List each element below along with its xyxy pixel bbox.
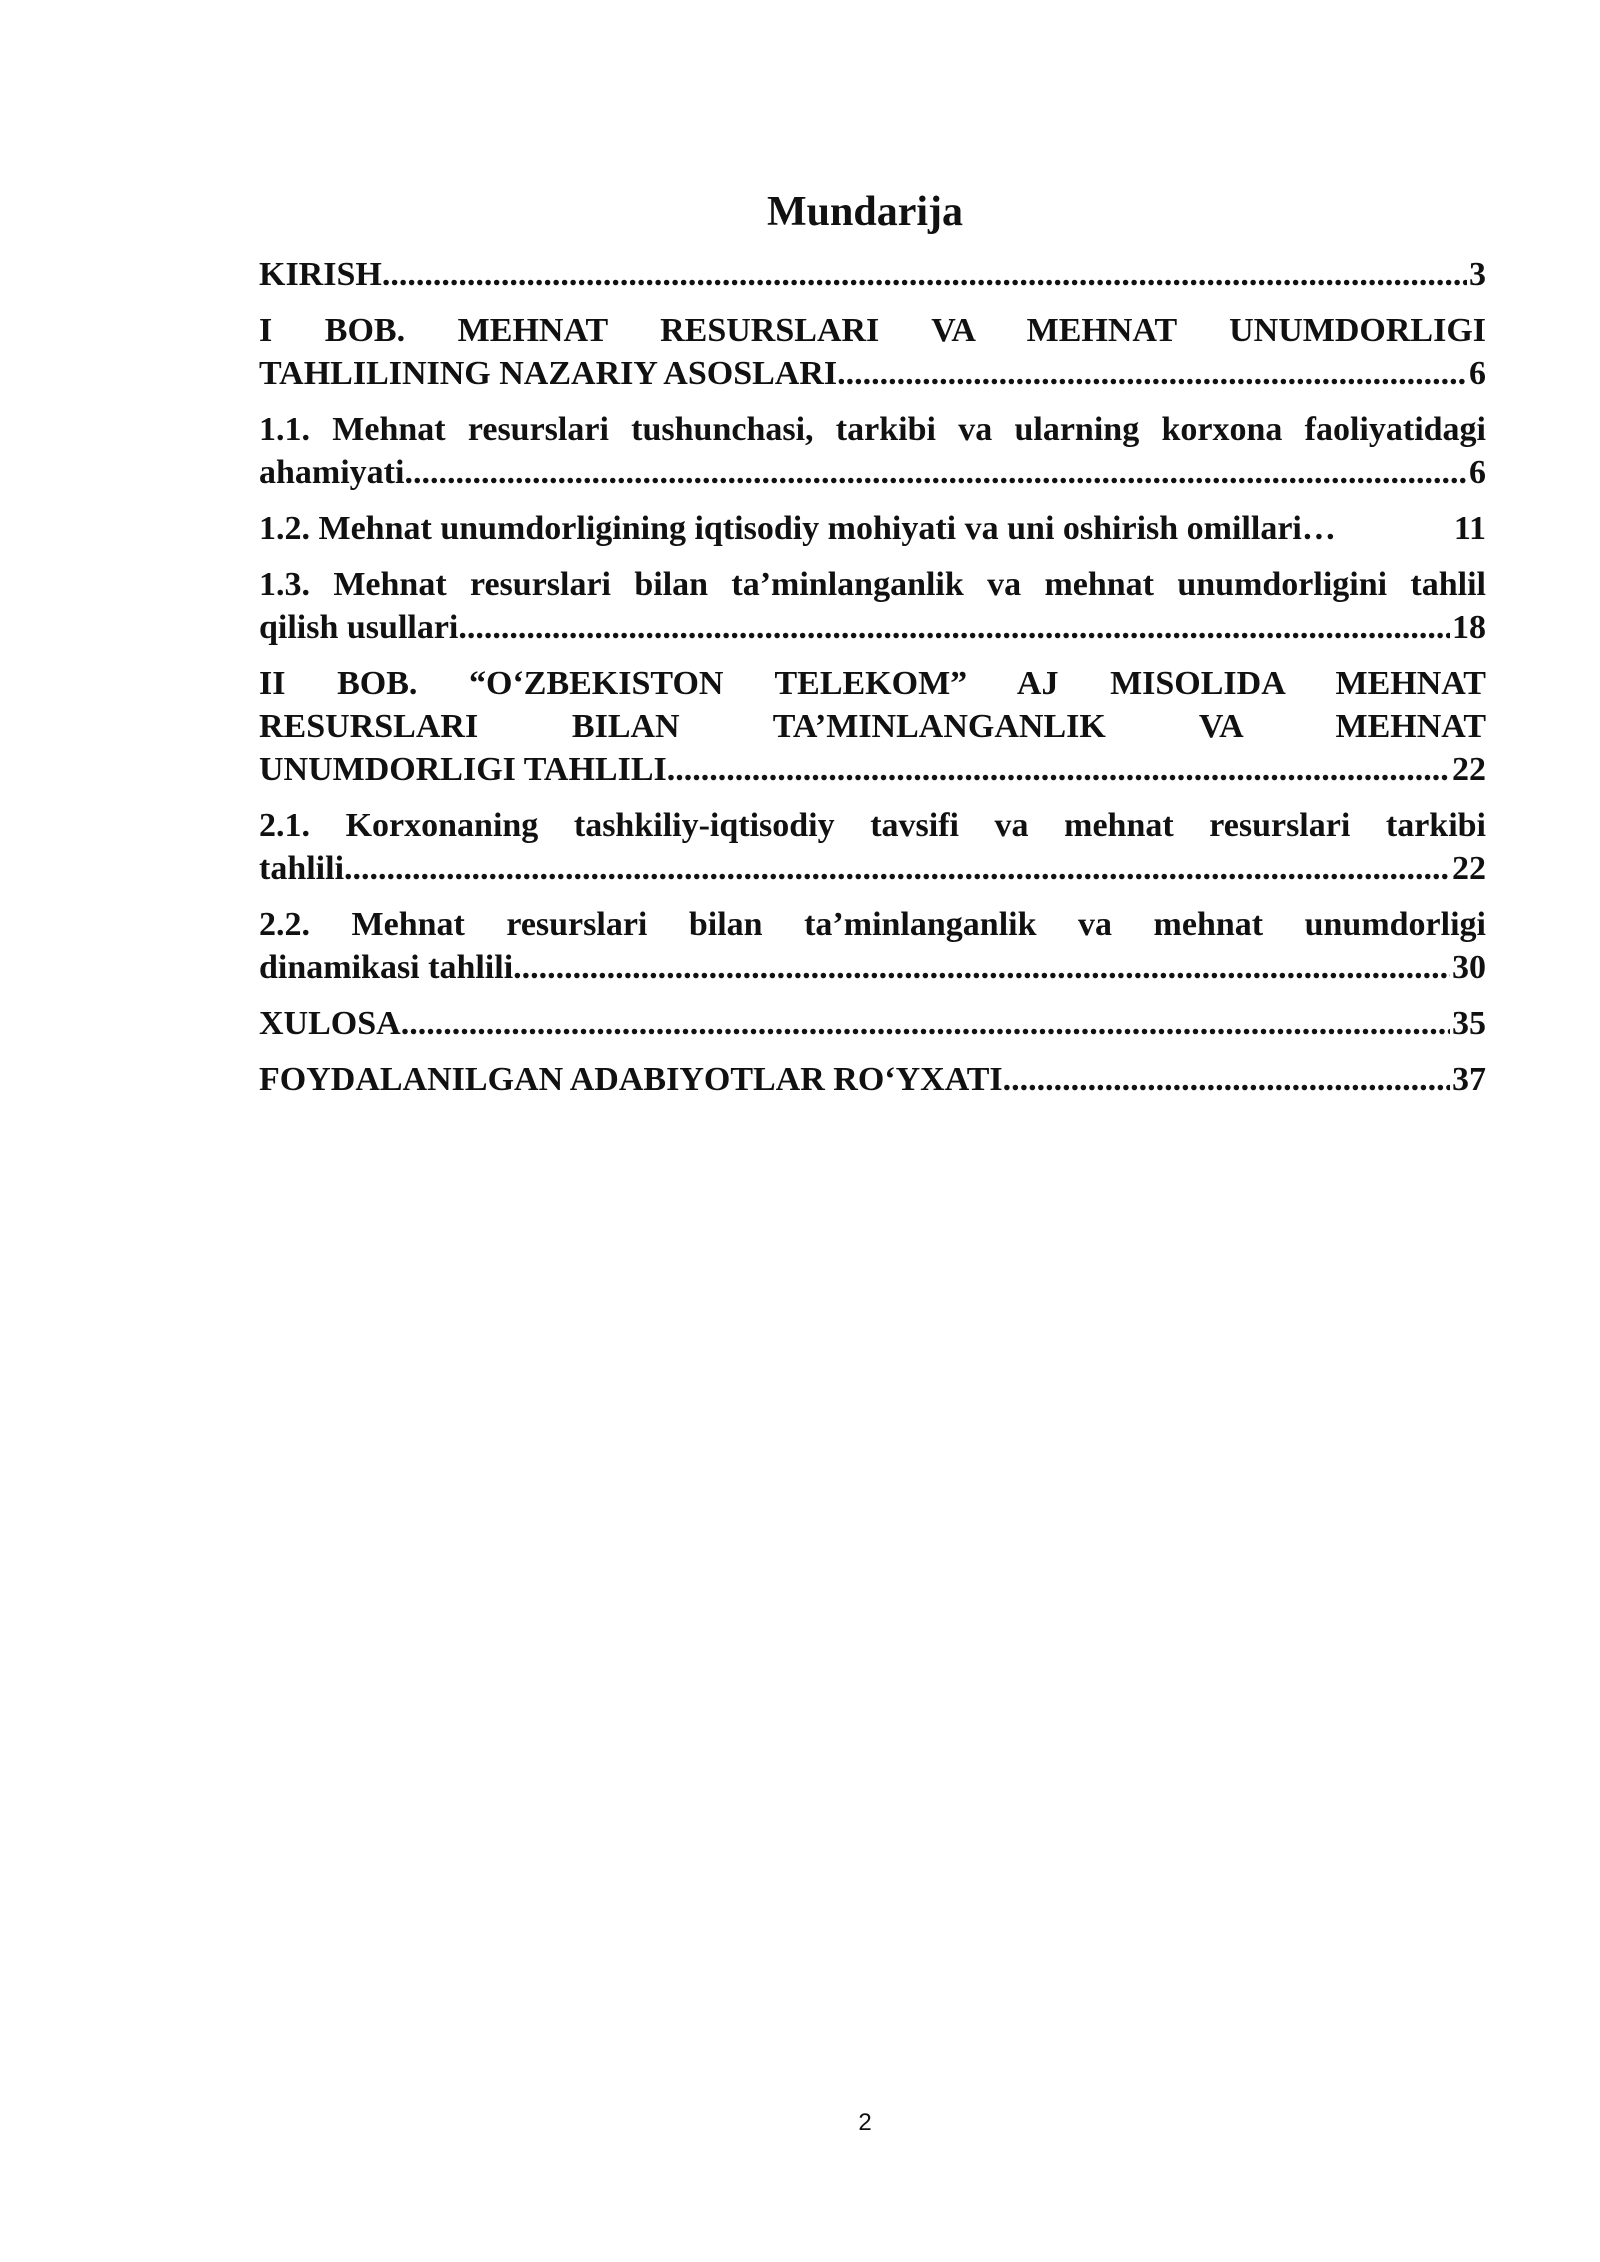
toc-page-number: 11 xyxy=(1453,510,1486,547)
toc-title: Mundarija xyxy=(766,189,963,235)
toc-entry-title: TAHLILINING NAZARIY ASOSLARI xyxy=(259,355,838,392)
toc-entry-chapter-1[interactable] xyxy=(259,309,1486,395)
toc-entry-section-1-3[interactable] xyxy=(259,563,1486,649)
toc-page-number: 22 xyxy=(1452,850,1486,887)
toc-entry-kirish[interactable] xyxy=(259,253,1486,296)
toc-page-number: 18 xyxy=(1452,609,1486,646)
dot-leader xyxy=(344,847,1450,890)
toc-page-number: 22 xyxy=(1452,751,1486,788)
dot-leader xyxy=(382,253,1467,296)
toc-page-number: 3 xyxy=(1469,256,1486,293)
toc-entry-title: dinamikasi tahlili xyxy=(259,949,514,986)
toc-entry-section-1-1[interactable] xyxy=(259,408,1486,494)
toc-entry-title: KIRISH xyxy=(259,256,382,293)
toc-entry-xulosa[interactable] xyxy=(259,1002,1486,1045)
toc-entry-title-line: 2.2. Mehnat resurslari bilan ta’minlanganlik va mehnat unumdorligi xyxy=(259,906,1486,943)
toc-entry-chapter-2[interactable] xyxy=(259,662,1486,791)
toc-entry-title: ahamiyati xyxy=(259,454,405,491)
toc-page-number: 30 xyxy=(1452,949,1486,986)
page-number: 2 xyxy=(858,2109,872,2136)
toc-entry-title: tahlili xyxy=(259,850,345,887)
dot-leader xyxy=(1003,1058,1450,1101)
dot-leader xyxy=(513,946,1450,989)
toc-page-number: 6 xyxy=(1469,355,1486,392)
toc-page-number: 37 xyxy=(1452,1061,1486,1098)
toc-entry-title: 1.2. Mehnat unumdorligining iqtisodiy mohiyati va uni oshirish omillari… xyxy=(259,510,1336,547)
toc-entry-title-line: 1.1. Mehnat resurslari tushunchasi, tarkibi va ularning korxona faoliyatidagi xyxy=(259,411,1486,448)
toc-entry-section-2-2[interactable] xyxy=(259,903,1486,989)
toc-entry-title-line: 1.3. Mehnat resurslari bilan ta’minlanganlik va mehnat unumdorligini tahlil xyxy=(259,566,1486,603)
toc-entry-title-line: I BOB. MEHNAT RESURSLARI VA MEHNAT UNUMDORLIGI xyxy=(259,312,1486,349)
table-of-contents xyxy=(259,253,1486,1114)
toc-page-number: 35 xyxy=(1452,1005,1486,1042)
toc-entry-title-line: 2.1. Korxonaning tashkiliy-iqtisodiy tavsifi va mehnat resurslari tarkibi xyxy=(259,807,1486,844)
toc-entry-title: UNUMDORLIGI TAHLILI xyxy=(259,751,667,788)
toc-entry-title: FOYDALANILGAN ADABIYOTLAR RO‘YXATI xyxy=(259,1061,1003,1098)
dot-leader xyxy=(401,1002,1450,1045)
toc-entry-title-line: II BOB. “O‘ZBEKISTON TELEKOM” AJ MISOLIDA MEHNAT xyxy=(259,665,1486,702)
dot-leader xyxy=(458,606,1450,649)
toc-entry-references[interactable] xyxy=(259,1058,1486,1101)
dot-leader xyxy=(837,352,1467,395)
toc-page-number: 6 xyxy=(1469,454,1486,491)
toc-entry-section-2-1[interactable] xyxy=(259,804,1486,890)
toc-entry-title: qilish usullari xyxy=(259,609,459,646)
toc-entry-section-1-2[interactable] xyxy=(259,507,1486,550)
toc-entry-title-line: RESURSLARI BILAN TA’MINLANGANLIK VA MEHNAT xyxy=(259,708,1486,745)
dot-leader xyxy=(667,748,1450,791)
dot-leader xyxy=(404,451,1467,494)
toc-entry-title: XULOSA xyxy=(259,1005,401,1042)
